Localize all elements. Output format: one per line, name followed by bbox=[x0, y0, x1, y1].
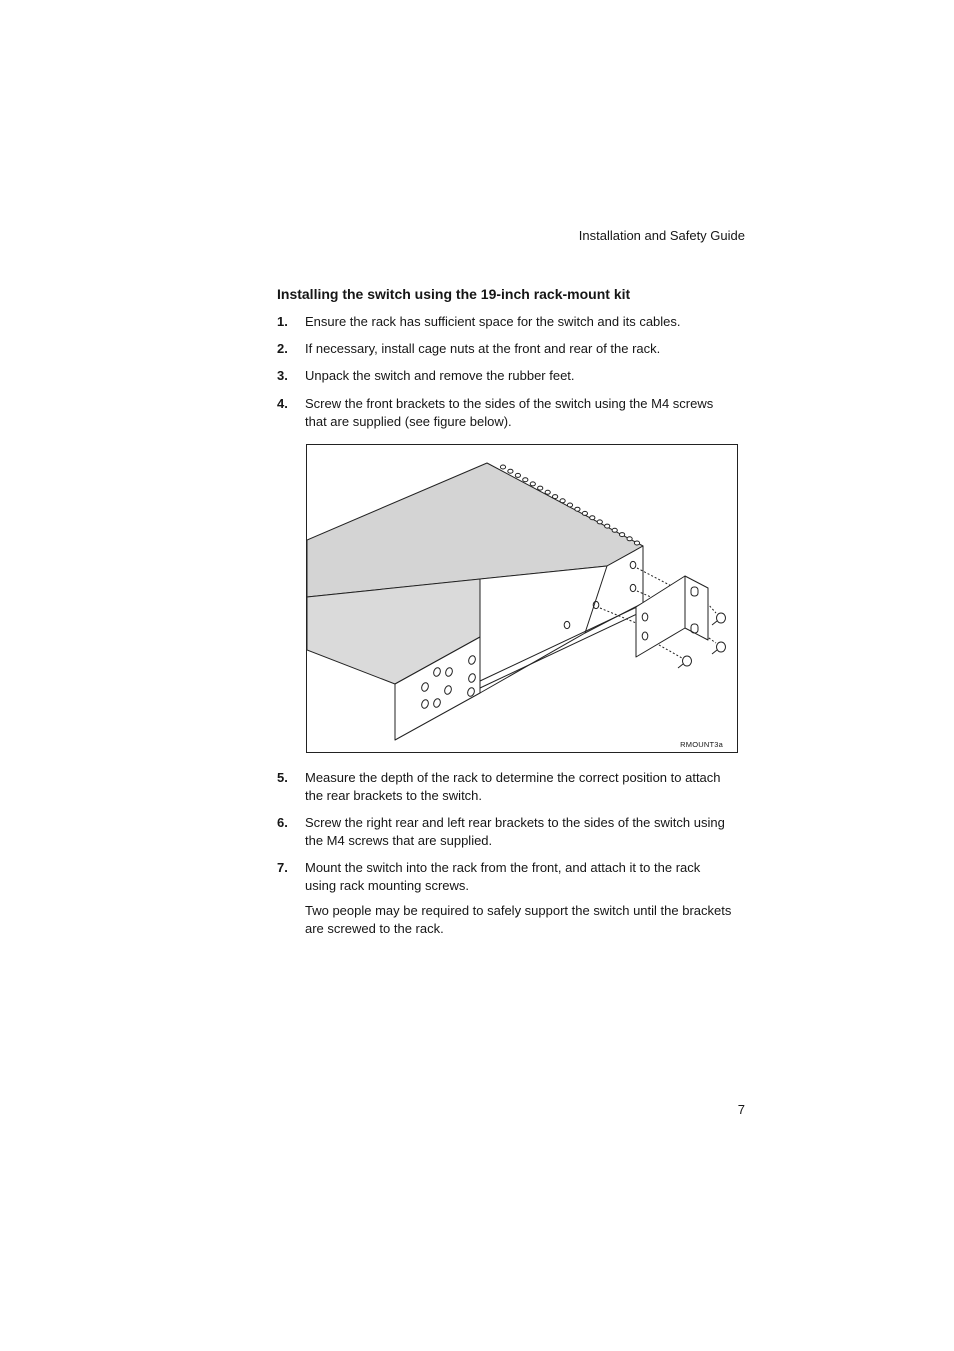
step-text: the M4 screws that are supplied. bbox=[305, 832, 493, 848]
ridge-bump bbox=[634, 541, 639, 545]
step-number: 4. bbox=[277, 396, 288, 411]
ridge-bump bbox=[545, 490, 550, 494]
step-text: Unpack the switch and remove the rubber feet. bbox=[305, 368, 575, 383]
m4-screw bbox=[712, 613, 726, 625]
note-text: are screwed to the rack. bbox=[305, 920, 444, 936]
ridge-bump bbox=[590, 516, 595, 520]
ridge-bump bbox=[515, 473, 520, 477]
step-2 bbox=[277, 340, 660, 358]
ridge-bump bbox=[620, 533, 625, 537]
ridge-bump bbox=[538, 486, 543, 490]
bracket-flange bbox=[685, 576, 708, 640]
ridge-bump bbox=[508, 469, 513, 473]
rack-mount-figure bbox=[306, 444, 738, 753]
ridge-bump bbox=[530, 482, 535, 486]
figure-label: RMOUNT3a bbox=[680, 740, 723, 749]
step-text: Measure the depth of the rack to determine the correct position to attach bbox=[305, 770, 721, 785]
step-text: Mount the switch into the rack from the front, and attach it to the rack bbox=[305, 860, 701, 875]
running-header: Installation and Safety Guide bbox=[578, 228, 745, 243]
page-number: 7 bbox=[737, 1102, 745, 1117]
ridge-bump bbox=[575, 507, 580, 511]
ridge-bump bbox=[582, 511, 587, 515]
step-text: Screw the front brackets to the sides of the switch using the M4 screws bbox=[305, 396, 714, 411]
ridge-bump bbox=[597, 520, 602, 524]
m4-screw bbox=[678, 656, 692, 668]
step-number: 5. bbox=[277, 770, 288, 785]
ridge-bump bbox=[627, 537, 632, 541]
step-number: 6. bbox=[277, 815, 288, 830]
step-3 bbox=[277, 367, 575, 385]
step-text: using rack mounting screws. bbox=[305, 877, 470, 893]
ridge-bump bbox=[553, 495, 558, 499]
step-number: 7. bbox=[277, 860, 288, 875]
step-number: 1. bbox=[277, 314, 288, 329]
step-number: 2. bbox=[277, 341, 288, 356]
step-text: If necessary, install cage nuts at the front and rear of the rack. bbox=[305, 341, 661, 356]
section-heading: Installing the switch using the 19-inch rack-mount kit bbox=[277, 286, 631, 302]
step-number: 3. bbox=[277, 368, 288, 383]
step-5 bbox=[277, 769, 721, 804]
step-text: the rear brackets to the switch. bbox=[305, 787, 483, 803]
ridge-bump bbox=[523, 478, 528, 482]
rack-bracket bbox=[636, 576, 708, 657]
step-7 bbox=[277, 859, 700, 894]
ridge-bump bbox=[500, 465, 505, 469]
note-paragraph bbox=[305, 902, 731, 937]
ridge-bump bbox=[560, 499, 565, 503]
step-text: Ensure the rack has sufficient space for the switch and its cables. bbox=[305, 314, 681, 329]
step-1 bbox=[277, 313, 681, 331]
step-text: Screw the right rear and left rear brackets to the sides of the switch using bbox=[305, 815, 725, 830]
m4-screw bbox=[712, 642, 726, 654]
step-text: that are supplied (see figure below). bbox=[305, 413, 512, 429]
ridge-bump bbox=[612, 528, 617, 532]
step-6 bbox=[277, 814, 725, 849]
ridge-bump bbox=[567, 503, 572, 507]
ridge-bump bbox=[605, 524, 610, 528]
note-text: Two people may be required to safely support the switch until the brackets bbox=[305, 903, 732, 918]
step-4 bbox=[277, 395, 713, 430]
rack-mount-illustration bbox=[307, 445, 737, 752]
